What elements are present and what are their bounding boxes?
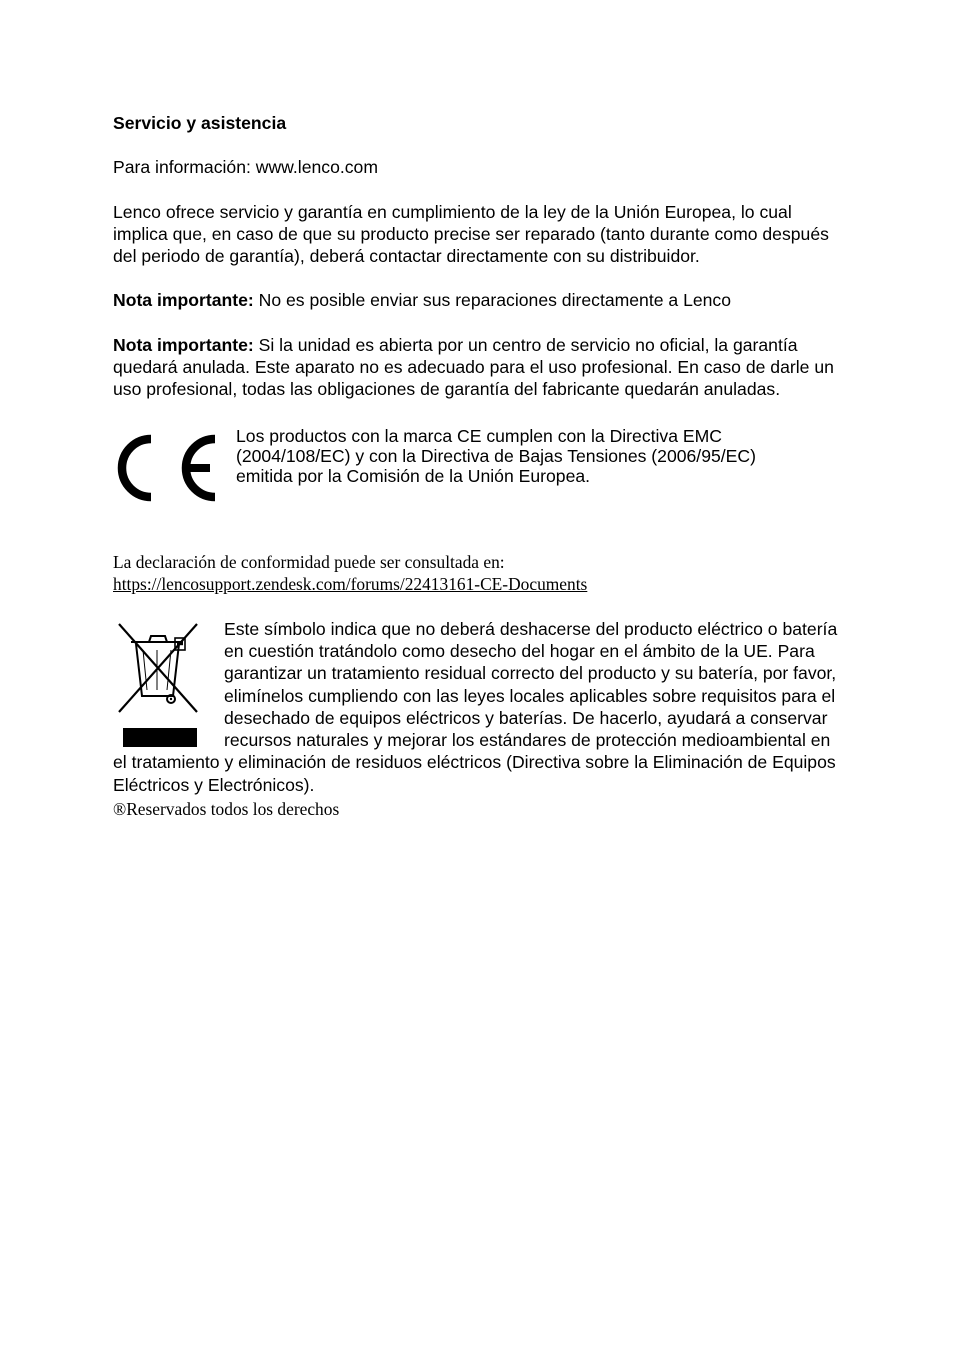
declaration-block bbox=[113, 551, 843, 596]
ce-line-2: (2004/108/EC) y con la Directiva de Bajas Tensiones (2006/95/EC) bbox=[236, 445, 756, 466]
weee-text: Este símbolo indica que no deberá deshacerse del producto eléctrico o batería en cuestión tratándolo como desecho del hogar en el ámbito de la UE. Para garantizar un tratamiento residual correcto del producto y su batería, por favor, elimínelos cumpliendo con las leyes locales aplicables sobre requisitos para el desechado de equipos eléctricos y baterías. De hacerlo, ayudará a conservar recursos naturales y mejorar los estándares de protección medioambiental en el tratamiento y eliminación de residuos eléctricos (Directiva sobre la Eliminación de Equipos Eléctricos y Electrónicos). bbox=[113, 618, 838, 795]
weee-block bbox=[113, 618, 843, 796]
ce-mark-icon bbox=[113, 429, 219, 507]
note-label: Nota importante: bbox=[113, 290, 254, 311]
note-text: No es posible enviar sus reparaciones directamente a Lenco bbox=[253, 290, 732, 311]
crossed-out-bin-icon bbox=[113, 620, 203, 750]
ce-line-1: Los productos con la marca CE cumplen con la Directiva EMC bbox=[236, 425, 722, 446]
declaration-text: La declaración de conformidad puede ser consultada en: bbox=[113, 551, 505, 572]
ce-line-3: emitida por la Comisión de la Unión Europea. bbox=[236, 466, 591, 487]
ce-compliance-block bbox=[113, 425, 843, 525]
important-note-2 bbox=[113, 334, 843, 401]
note-text: Si la unidad es abierta por un centro de servicio no oficial, la garantía quedará anulada. Este aparato no es adecuado para el uso profesional. En caso de darle un uso profesional, todas las obligaciones de garantía del fabricante quedarán anuladas. bbox=[113, 334, 834, 400]
info-line: Para información: www.lenco.com bbox=[113, 157, 378, 178]
ce-text bbox=[236, 426, 836, 487]
declaration-link[interactable]: https://lencosupport.zendesk.com/forums/22413161-CE-Documents bbox=[113, 574, 588, 595]
section-title: Servicio y asistencia bbox=[113, 113, 287, 133]
service-paragraph: Lenco ofrece servicio y garantía en cumplimiento de la ley de la Unión Europea, lo cual implica que, en caso de que su producto precise ser reparado (tanto durante como después del periodo de garantía), deberá contactar directamente con su distribuidor. bbox=[113, 201, 829, 267]
rights-reserved: ®Reservados todos los derechos bbox=[113, 799, 340, 820]
note-label: Nota importante: bbox=[113, 334, 254, 355]
important-note-1 bbox=[113, 289, 843, 311]
document-body bbox=[113, 112, 843, 821]
